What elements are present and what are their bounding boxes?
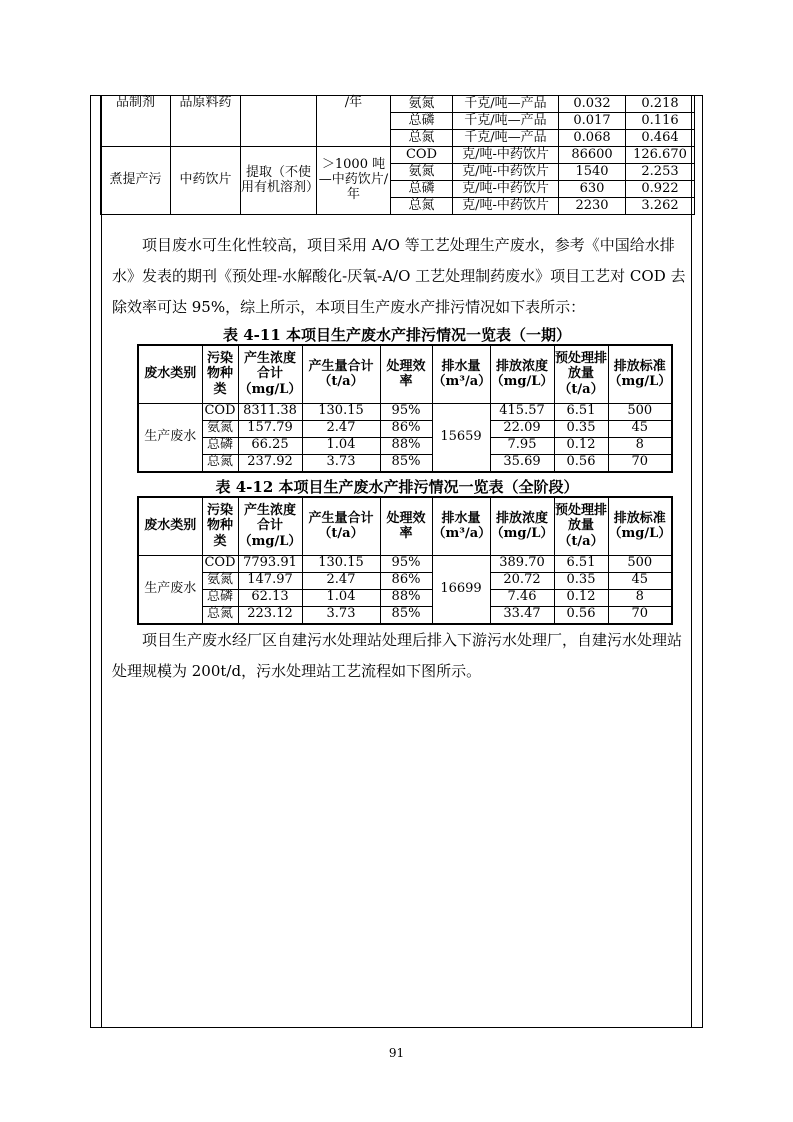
table-cell: COD (202, 403, 238, 420)
frame-left-rule (101, 96, 102, 1027)
table-cell: 630 (559, 181, 626, 198)
table-cell: 85% (380, 606, 432, 624)
table-row (138, 420, 672, 437)
table-row (101, 96, 695, 113)
table-row (101, 147, 695, 164)
table-cell: 克/吨-中药饮片 (453, 164, 559, 181)
table-cell: 45 (608, 572, 672, 589)
table-cell: 0.56 (554, 606, 608, 624)
table-cell: 氨氮 (391, 96, 453, 113)
table-cell: 1.04 (302, 589, 380, 606)
table-cell: 0.017 (559, 113, 626, 130)
table-cell: 147.97 (238, 572, 302, 589)
column-header: 排放浓度（mg/L） (490, 345, 554, 403)
table-cell: 35.69 (490, 454, 554, 472)
column-header: 预处理排放量（t/a） (554, 497, 608, 555)
column-header: 废水类别 (138, 497, 202, 555)
table-cell: 0.032 (559, 96, 626, 113)
table-cell: 氨氮 (202, 572, 238, 589)
table-cell: 415.57 (490, 403, 554, 420)
table-cell: 总磷 (391, 181, 453, 198)
table-cell: 煮提产污 (101, 147, 171, 215)
table-row (138, 403, 672, 420)
column-header: 产生浓度合计（mg/L） (238, 345, 302, 403)
table-cell: 0.116 (626, 113, 695, 130)
table-cell: 88% (380, 437, 432, 454)
column-header: 排水量（m³/a） (432, 497, 490, 555)
table-cell: 223.12 (238, 606, 302, 624)
column-header: 处理效率 (380, 345, 432, 403)
table-cell: 2230 (559, 198, 626, 215)
table-row (138, 454, 672, 472)
table-cell: 85% (380, 454, 432, 472)
table-cell: 22.09 (490, 420, 554, 437)
table-cell: 15659 (432, 403, 490, 472)
column-header: 排水量（m³/a） (432, 345, 490, 403)
table-header-row (138, 497, 672, 555)
table-cell: 总磷 (202, 437, 238, 454)
table-cell: 45 (608, 420, 672, 437)
table-cell: 克/吨-中药饮片 (453, 198, 559, 215)
table-row (138, 589, 672, 606)
column-header: 产生量合计（t/a） (302, 345, 380, 403)
table-cell: 3.262 (626, 198, 695, 215)
table-cell: 6.51 (554, 555, 608, 572)
table-cell (241, 96, 317, 147)
table-cell: 95% (380, 555, 432, 572)
column-header: 排放标准（mg/L） (608, 345, 672, 403)
table-cell: 500 (608, 403, 672, 420)
table-cell: 克/吨-中药饮片 (453, 147, 559, 164)
table-cell: 8 (608, 589, 672, 606)
table-cell: 130.15 (302, 555, 380, 572)
table-cell: 16699 (432, 555, 490, 624)
table-cell: 中药饮片 (171, 147, 241, 215)
table-cell: 3.73 (302, 454, 380, 472)
table-cell: 0.56 (554, 454, 608, 472)
table-cell: 1.04 (302, 437, 380, 454)
table-cell: 0.12 (554, 589, 608, 606)
table-cell: 389.70 (490, 555, 554, 572)
table-cell: 0.068 (559, 130, 626, 147)
wastewater-table-phase1 (137, 344, 673, 473)
table-cell: ＞1000 吨—中药饮片/年 (317, 147, 391, 215)
table-cell: 62.13 (238, 589, 302, 606)
column-header: 预处理排放量（t/a） (554, 345, 608, 403)
body-paragraph: 项目废水可生化性较高，项目采用 A/O 等工艺处理生产废水，参考《中国给水排水》发表的期刊《预处理-水解酸化-厌氧-A/O 工艺处理制药废水》项目工艺对 COD 去除效率可达 95%，综上所示，本项目生产废水产排污情况如下表所示： (112, 236, 686, 316)
column-header: 废水类别 (138, 345, 202, 403)
table-cell: 千克/吨—产品 (453, 113, 559, 130)
table-cell: 总氮 (202, 454, 238, 472)
table-cell: 7793.91 (238, 555, 302, 572)
table-cell: 千克/吨—产品 (453, 96, 559, 113)
table-cell: 生产废水 (138, 555, 202, 624)
table-cell: 提取（不使用有机溶剂） (241, 147, 317, 215)
table-cell: 总氮 (391, 198, 453, 215)
table-cell: COD (391, 147, 453, 164)
table-cell: 8311.38 (238, 403, 302, 420)
table-cell: 8 (608, 437, 672, 454)
column-header: 排放浓度（mg/L） (490, 497, 554, 555)
table-cell: 总氮 (391, 130, 453, 147)
table-caption: 表 4-11 本项目生产废水产排污情况一览表（一期） (223, 326, 571, 344)
table-cell: 88% (380, 589, 432, 606)
table-cell: 66.25 (238, 437, 302, 454)
table-cell: 克/吨-中药饮片 (453, 181, 559, 198)
column-header: 产生量合计（t/a） (302, 497, 380, 555)
table-cell: 7.95 (490, 437, 554, 454)
table-row (138, 555, 672, 572)
wastewater-table-full (137, 496, 673, 625)
table-cell: 20.72 (490, 572, 554, 589)
table-row (138, 572, 672, 589)
table-cell: /年 (317, 96, 391, 147)
table-cell: 总磷 (202, 589, 238, 606)
table-cell: 3.73 (302, 606, 380, 624)
table-cell: 157.79 (238, 420, 302, 437)
table-caption: 表 4-12 本项目生产废水产排污情况一览表（全阶段） (215, 478, 579, 496)
table-cell: 2.47 (302, 572, 380, 589)
table-cell: 0.464 (626, 130, 695, 147)
table-cell: 氨氮 (391, 164, 453, 181)
table-cell: 1540 (559, 164, 626, 181)
table-cell: 7.46 (490, 589, 554, 606)
table-cell: 总氮 (202, 606, 238, 624)
table-cell: 氨氮 (202, 420, 238, 437)
table-cell: 70 (608, 606, 672, 624)
source-coefficient-table (100, 95, 695, 215)
table-cell: 237.92 (238, 454, 302, 472)
table-header-row (138, 345, 672, 403)
table-cell: 86600 (559, 147, 626, 164)
table-row (138, 437, 672, 454)
table-cell: 0.12 (554, 437, 608, 454)
column-header: 产生浓度合计（mg/L） (238, 497, 302, 555)
column-header: 污染物种类 (202, 497, 238, 555)
table-cell: 0.35 (554, 420, 608, 437)
table-row (138, 606, 672, 624)
table-cell: 70 (608, 454, 672, 472)
table-cell: 生产废水 (138, 403, 202, 472)
table-cell: 总磷 (391, 113, 453, 130)
table-cell: 0.922 (626, 181, 695, 198)
table-cell: 6.51 (554, 403, 608, 420)
table-cell: 千克/吨—产品 (453, 130, 559, 147)
table-cell: 86% (380, 420, 432, 437)
table-cell: 130.15 (302, 403, 380, 420)
table-cell: 86% (380, 572, 432, 589)
table-cell: 2.47 (302, 420, 380, 437)
page-number: 91 (388, 1046, 405, 1060)
table-cell: 33.47 (490, 606, 554, 624)
table-cell: 0.218 (626, 96, 695, 113)
table-cell: 0.35 (554, 572, 608, 589)
table-cell: COD (202, 555, 238, 572)
column-header: 处理效率 (380, 497, 432, 555)
column-header: 排放标准（mg/L） (608, 497, 672, 555)
table-cell: 95% (380, 403, 432, 420)
table-cell: 500 (608, 555, 672, 572)
body-paragraph: 项目生产废水经厂区自建污水处理站处理后排入下游污水处理厂，自建污水处理站处理规模为 200t/d，污水处理站工艺流程如下图所示。 (112, 631, 683, 680)
table-cell: 品制剂 (101, 96, 171, 147)
table-cell: 2.253 (626, 164, 695, 181)
table-cell: 126.670 (626, 147, 695, 164)
table-cell: 品原料药 (171, 96, 241, 147)
column-header: 污染物种类 (202, 345, 238, 403)
